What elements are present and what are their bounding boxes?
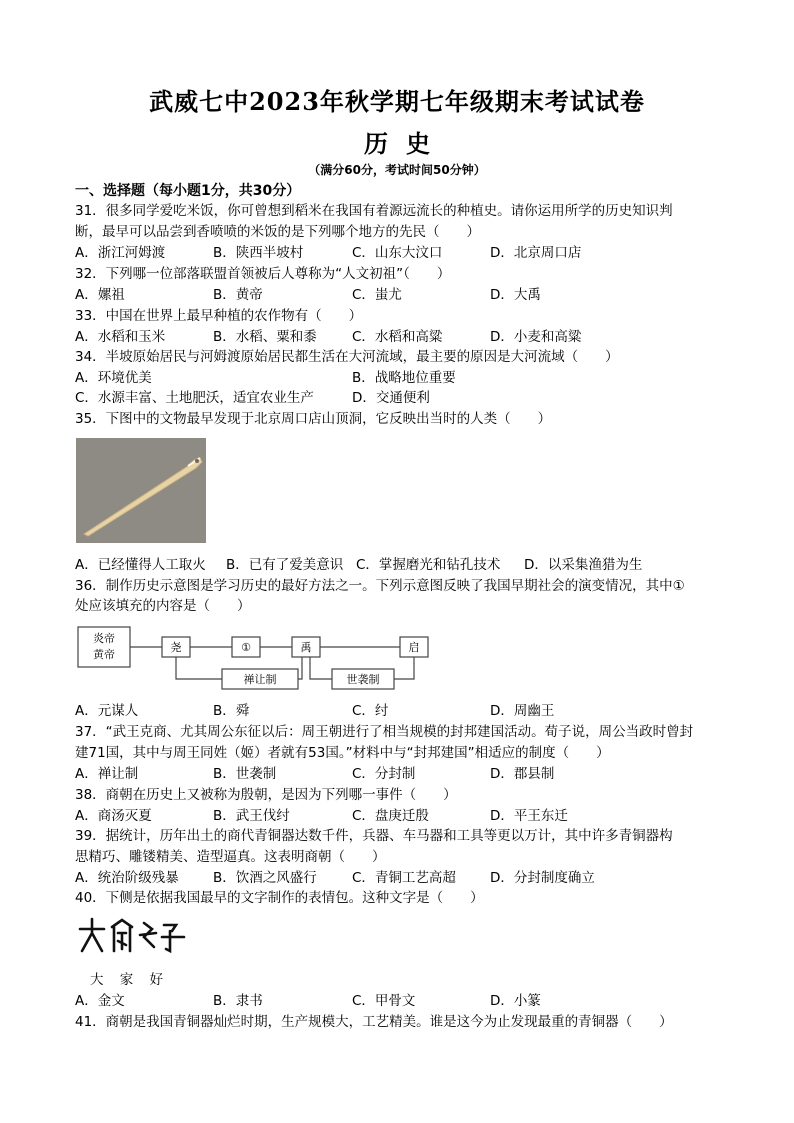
q37-option-d: D．郡县制: [490, 766, 555, 782]
diagram-shanrang: 禅让制: [243, 673, 277, 686]
q32-option-a: A．嫘祖: [75, 287, 125, 303]
q39-option-b: B．饮酒之风盛行: [213, 870, 317, 886]
q34-option-c: C．水源丰富、土地肥沃，适宜农业生产: [75, 390, 314, 406]
q35-option-b: B．已有了爱美意识: [226, 557, 344, 573]
q40-option-a: A．金文: [75, 993, 125, 1009]
q33-option-b: B．水稻、粟和黍: [213, 329, 317, 345]
question-41-line-1: 41．商朝是我国青铜器灿烂时期，生产规模大，工艺精美。谁是这今为止发现最重的青铜器（ ）: [75, 1014, 673, 1030]
exam-title: 武威七中2023年秋学期七年级期末考试试卷: [149, 87, 645, 116]
question-34-line-1: 34．半坡原始居民与河姆渡原始居民都生活在大河流域，最主要的原因是大河流域（ ）: [75, 349, 619, 365]
diagram-start-text-1: 炎帝: [93, 632, 115, 645]
question-36-line-1: 36．制作历史示意图是学习历史的最好方法之一。下列示意图反映了我国早期社会的演变情况，其中①: [75, 578, 685, 594]
q33-option-d: D．小麦和高粱: [490, 329, 582, 345]
question-38-line-1: 38．商朝在历史上又被称为殷朝，是因为下列哪一事件（ ）: [75, 787, 457, 803]
question-36-line-2: 处应该填充的内容是（ ）: [75, 598, 251, 614]
oracle-bone-caption: 大 家 好: [90, 972, 170, 988]
q32-option-c: C．蚩尤: [352, 287, 402, 303]
question-37-line-2: 建71国，其中与周王同姓（姬）者就有53国。”材料中与“封邦建国”相适应的制度（ ）: [75, 745, 610, 761]
diagram-yao: 尧: [170, 641, 182, 654]
q37-option-c: C．分封制: [352, 766, 416, 782]
q31-option-c: C．山东大汶口: [352, 245, 443, 261]
q34-option-d: D．交通便利: [352, 390, 430, 406]
question-31-line-1: 31．很多同学爱吃米饭，你可曾想到稻米在我国有着源远流长的种植史。请你运用所学的历史知识判: [75, 203, 673, 219]
q35-option-c: C．掌握磨光和钻孔技术: [356, 557, 501, 573]
oracle-bone-script-icon: [76, 915, 191, 955]
bone-needle-photo: [76, 438, 206, 543]
q33-option-a: A．水稻和玉米: [75, 329, 166, 345]
q36-option-c: C．纣: [352, 703, 389, 719]
q34-option-b: B．战略地位重要: [352, 370, 456, 386]
diagram-yu: 禹: [300, 641, 312, 654]
q35-option-d: D．以采集渔猎为生: [524, 557, 643, 573]
score-note: （满分60分，考试时间50分钟）: [308, 163, 486, 177]
diagram-shixi: 世袭制: [346, 673, 380, 686]
question-39-line-2: 思精巧、雕镂精美、造型逼真。这表明商朝（ ）: [75, 849, 386, 865]
q39-option-a: A．统治阶级残暴: [75, 870, 179, 886]
q40-option-d: D．小篆: [490, 993, 541, 1009]
q36-option-b: B．舜: [213, 703, 250, 719]
diagram-start-text-2: 黄帝: [93, 648, 115, 661]
q31-option-b: B．陕西半坡村: [213, 245, 304, 261]
q38-option-c: C．盘庚迁殷: [352, 808, 429, 824]
q32-option-d: D．大禹: [490, 287, 541, 303]
q33-option-c: C．水稻和高粱: [352, 329, 443, 345]
question-37-line-1: 37．“武王克商、尤其周公东征以后：周王朝进行了相当规模的封邦建国活动。荀子说，周公当政时曾封: [75, 724, 694, 740]
question-33-line-1: 33．中国在世界上最早种植的农作物有（ ）: [75, 308, 363, 324]
q40-option-c: C．甲骨文: [352, 993, 416, 1009]
q36-option-d: D．周幽王: [490, 703, 555, 719]
q36-option-a: A．元谋人: [75, 703, 139, 719]
q38-option-a: A．商汤灭夏: [75, 808, 152, 824]
dynasty-flow-diagram: [76, 623, 436, 695]
question-35-line-1: 35．下图中的文物最早发现于北京周口店山顶洞，它反映出当时的人类（ ）: [75, 411, 552, 427]
q35-option-a: A．已经懂得人工取火: [75, 557, 206, 573]
question-39-line-1: 39．据统计，历年出土的商代青铜器达数千件，兵器、车马器和工具等更以万计，其中许多青铜器构: [75, 828, 673, 844]
q39-option-d: D．分封制度确立: [490, 870, 595, 886]
q32-option-b: B．黄帝: [213, 287, 263, 303]
diagram-blank: ①: [241, 641, 251, 654]
q37-option-b: B．世袭制: [213, 766, 277, 782]
q37-option-a: A．禅让制: [75, 766, 139, 782]
section-heading: 一、选择题（每小题1分，共30分）: [75, 183, 301, 199]
question-31-line-2: 断，最早可以品尝到香喷喷的米饭的是下列哪个地方的先民（ ）: [75, 224, 480, 240]
q39-option-c: C．青铜工艺高超: [352, 870, 456, 886]
diagram-qi: 启: [408, 641, 420, 654]
subject-title: 历史: [364, 129, 448, 158]
question-40-line-1: 40．下侧是依据我国最早的文字制作的表情包。这种文字是（ ）: [75, 890, 484, 906]
q38-option-d: D．平王东迁: [490, 808, 568, 824]
question-32-line-1: 32．下列哪一位部落联盟首领被后人尊称为“人文初祖”（ ）: [75, 266, 451, 282]
bone-needle-icon: [76, 438, 206, 543]
q31-option-a: A．浙江河姆渡: [75, 245, 166, 261]
q38-option-b: B．武王伐纣: [213, 808, 290, 824]
q31-option-d: D．北京周口店: [490, 245, 582, 261]
q34-option-a: A．环境优美: [75, 370, 152, 386]
q40-option-b: B．隶书: [213, 993, 263, 1009]
